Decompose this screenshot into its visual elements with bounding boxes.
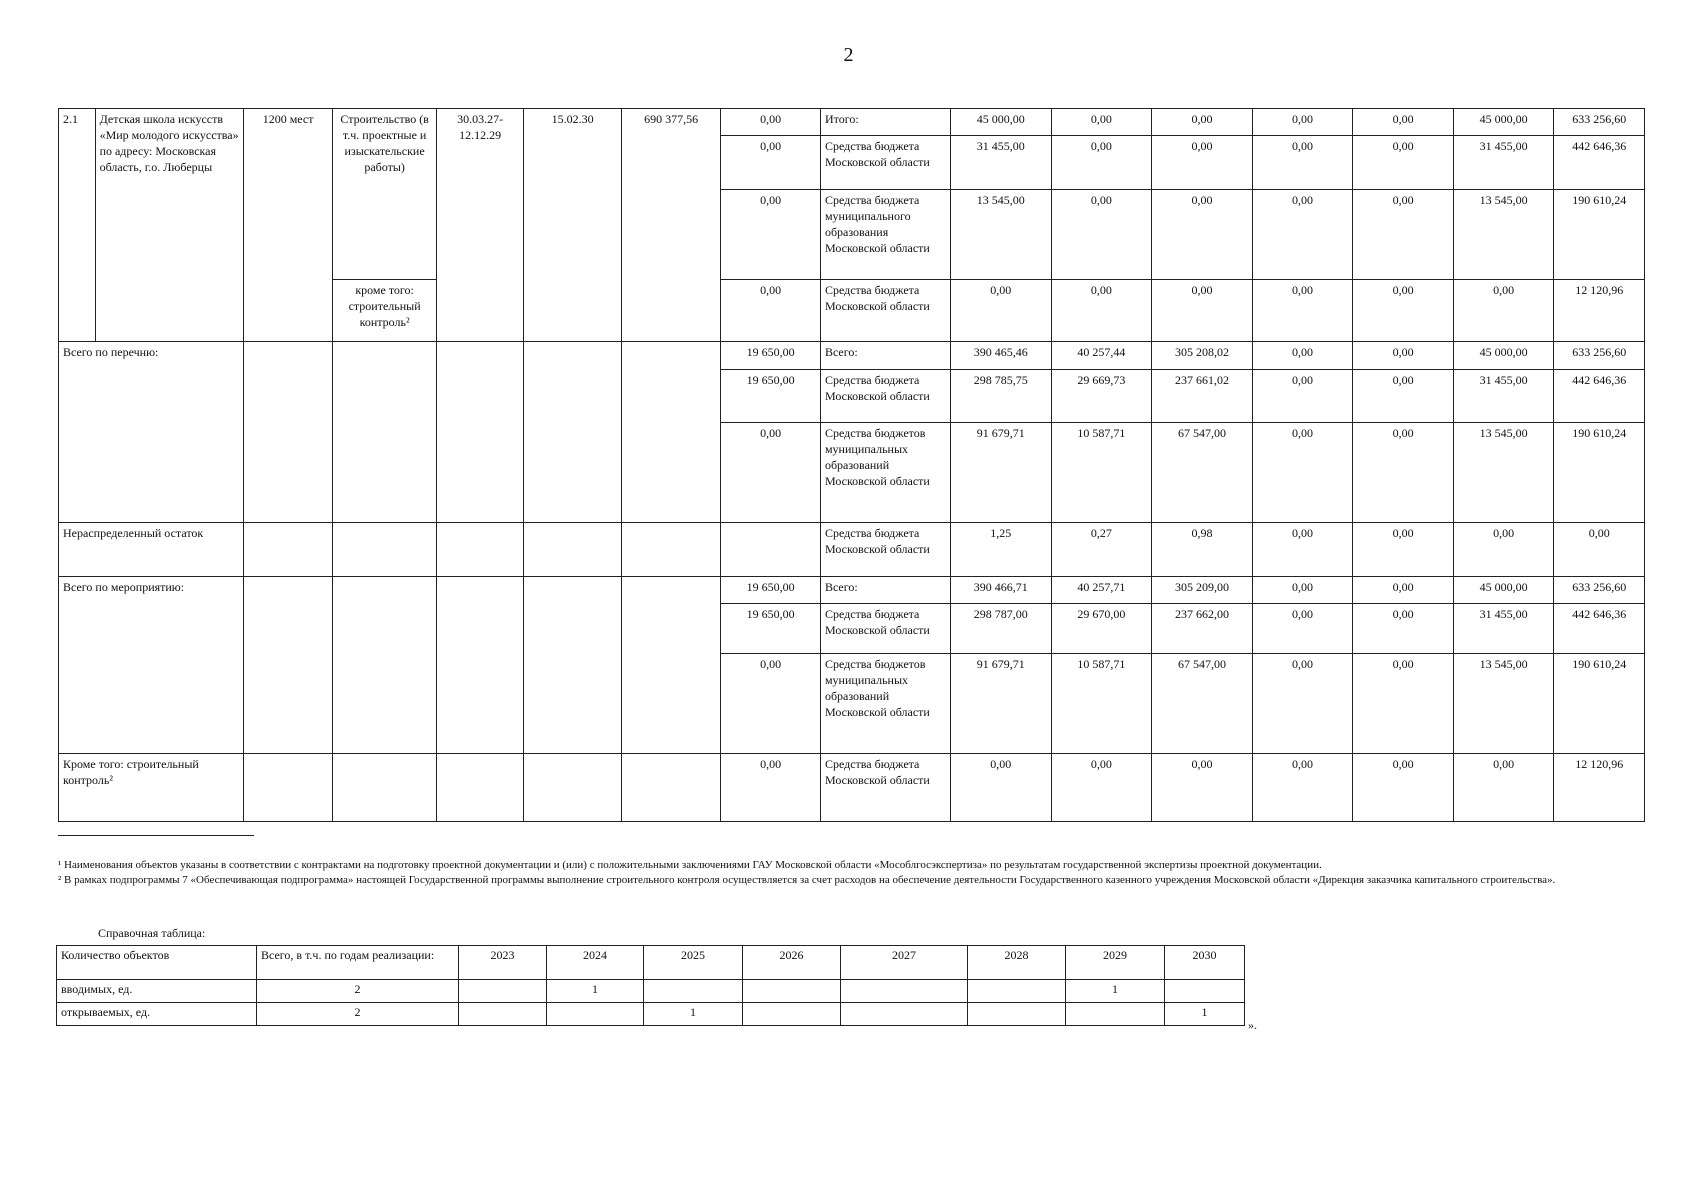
header-total: Всего, в т.ч. по годам реализации:	[257, 946, 459, 980]
amount-cell: 0,00	[1051, 280, 1152, 342]
year-value	[841, 1003, 968, 1026]
amount-cell: 40 257,71	[1051, 576, 1152, 603]
funding-source: Средства бюджета Московской области	[820, 136, 950, 189]
amount-cell: 190 610,24	[1554, 422, 1645, 522]
amount-cell: 13 545,00	[1453, 654, 1554, 754]
amount-cell: 0,00	[1152, 109, 1253, 136]
pre-amount: 0,00	[721, 109, 821, 136]
amount-cell: 31 455,00	[951, 136, 1052, 189]
empty-cell	[621, 754, 721, 822]
amount-cell: 0,00	[1353, 654, 1454, 754]
amount-cell: 305 209,00	[1152, 576, 1253, 603]
reference-table	[56, 945, 1245, 1026]
year-value	[743, 1003, 841, 1026]
amount-cell: 10 587,71	[1051, 654, 1152, 754]
year-value	[459, 1003, 547, 1026]
amount-cell: 40 257,44	[1051, 342, 1152, 369]
amount-cell: 442 646,36	[1554, 136, 1645, 189]
amount-cell: 0,00	[1252, 576, 1353, 603]
extra-control-label: Кроме того: строительный контроль²	[59, 754, 244, 822]
object-capacity: 1200 мест	[243, 109, 332, 342]
table-row	[59, 342, 1645, 369]
empty-cell	[333, 576, 437, 754]
amount-cell: 0,00	[1252, 280, 1353, 342]
unallocated-label: Нераспределенный остаток	[59, 523, 244, 576]
year-value	[1165, 980, 1245, 1003]
header-year: 2025	[644, 946, 743, 980]
object-work-type: Строительство (в т.ч. проектные и изыскательские работы)	[333, 109, 437, 280]
funding-source: Средства бюджета муниципального образования Московской области	[820, 189, 950, 279]
empty-cell	[436, 342, 523, 523]
footnote-1: ¹ Наименования объектов указаны в соответствии с контрактами на подготовку проектной документации и (или) с положительными заключениями ГАУ Московской области «Мособлгосэкспертиза» по результатам государственной экспертизы проектной документации.	[58, 859, 1322, 871]
amount-cell: 91 679,71	[951, 422, 1052, 522]
amount-cell: 0,00	[1152, 136, 1253, 189]
amount-cell: 237 661,02	[1152, 369, 1253, 422]
table-row	[59, 576, 1645, 603]
footnotes	[58, 858, 1638, 888]
table-row	[59, 109, 1645, 136]
amount-cell: 0,00	[1252, 422, 1353, 522]
pre-amount: 0,00	[721, 136, 821, 189]
amount-cell: 633 256,60	[1554, 109, 1645, 136]
row-label: открываемых, ед.	[57, 1003, 257, 1026]
amount-cell: 442 646,36	[1554, 603, 1645, 653]
amount-cell: 298 787,00	[951, 603, 1052, 653]
amount-cell: 45 000,00	[1453, 576, 1554, 603]
empty-cell	[333, 523, 437, 576]
year-value	[1066, 1003, 1165, 1026]
amount-cell: 442 646,36	[1554, 369, 1645, 422]
object-number: 2.1	[59, 109, 96, 342]
year-value: 1	[644, 1003, 743, 1026]
amount-cell: 237 662,00	[1152, 603, 1253, 653]
amount-cell: 190 610,24	[1554, 654, 1645, 754]
amount-cell: 0,00	[1252, 369, 1353, 422]
amount-cell: 0,00	[1252, 189, 1353, 279]
row-total: 2	[257, 980, 459, 1003]
funding-source: Средства бюджета Московской области	[820, 523, 950, 576]
table-row	[59, 754, 1645, 822]
header-year: 2030	[1165, 946, 1245, 980]
empty-cell	[243, 523, 332, 576]
empty-cell	[436, 523, 523, 576]
amount-cell: 0,00	[1453, 754, 1554, 822]
funding-table	[58, 108, 1645, 822]
amount-cell: 13 545,00	[1453, 422, 1554, 522]
funding-source: Средства бюджета Московской области	[820, 754, 950, 822]
amount-cell: 29 670,00	[1051, 603, 1152, 653]
amount-cell: 45 000,00	[1453, 342, 1554, 369]
row-total: 2	[257, 1003, 459, 1026]
amount-cell: 0,00	[1152, 189, 1253, 279]
funding-source: Средства бюджетов муниципальных образований Московской области	[820, 654, 950, 754]
amount-cell: 0,00	[1353, 189, 1454, 279]
amount-cell: 12 120,96	[1554, 280, 1645, 342]
amount-cell: 0,00	[1252, 136, 1353, 189]
pre-amount: 19 650,00	[721, 369, 821, 422]
pre-amount: 19 650,00	[721, 603, 821, 653]
year-value	[968, 980, 1066, 1003]
table-row	[57, 1003, 1245, 1026]
object-deadline: 15.02.30	[524, 109, 622, 342]
amount-cell: 0,00	[1152, 754, 1253, 822]
closing-quote: ».	[1248, 1018, 1257, 1032]
amount-cell: 390 465,46	[951, 342, 1052, 369]
empty-cell	[621, 576, 721, 754]
table-row	[59, 523, 1645, 576]
year-value: 1	[1165, 1003, 1245, 1026]
amount-cell: 0,00	[1353, 422, 1454, 522]
empty-cell	[524, 342, 622, 523]
table-header-row	[57, 946, 1245, 980]
amount-cell: 0,00	[951, 280, 1052, 342]
pre-amount: 0,00	[721, 280, 821, 342]
amount-cell: 0,00	[1051, 136, 1152, 189]
empty-cell	[333, 342, 437, 523]
amount-cell: 67 547,00	[1152, 422, 1253, 522]
amount-cell: 0,00	[1252, 754, 1353, 822]
header-year: 2023	[459, 946, 547, 980]
funding-source: Всего:	[820, 342, 950, 369]
header-year: 2026	[743, 946, 841, 980]
amount-cell: 633 256,60	[1554, 576, 1645, 603]
empty-cell	[436, 754, 523, 822]
amount-cell: 0,00	[1252, 523, 1353, 576]
empty-cell	[243, 342, 332, 523]
funding-source: Итого:	[820, 109, 950, 136]
amount-cell: 13 545,00	[1453, 189, 1554, 279]
row-label: вводимых, ед.	[57, 980, 257, 1003]
header-year: 2028	[968, 946, 1066, 980]
amount-cell: 0,00	[1353, 754, 1454, 822]
reference-table-title: Справочная таблица:	[98, 926, 206, 940]
amount-cell: 0,00	[1353, 109, 1454, 136]
amount-cell: 91 679,71	[951, 654, 1052, 754]
empty-cell	[243, 576, 332, 754]
amount-cell: 0,00	[1252, 342, 1353, 369]
amount-cell: 0,00	[1353, 369, 1454, 422]
amount-cell: 0,00	[1353, 523, 1454, 576]
amount-cell: 13 545,00	[951, 189, 1052, 279]
amount-cell: 31 455,00	[1453, 603, 1554, 653]
amount-cell: 0,00	[951, 754, 1052, 822]
footnote-separator	[58, 835, 254, 836]
amount-cell: 190 610,24	[1554, 189, 1645, 279]
amount-cell: 0,00	[1353, 280, 1454, 342]
page-number: 2	[843, 44, 854, 66]
pre-amount: 19 650,00	[721, 576, 821, 603]
amount-cell: 0,00	[1252, 109, 1353, 136]
amount-cell: 0,00	[1252, 603, 1353, 653]
amount-cell: 31 455,00	[1453, 136, 1554, 189]
funding-source: Средства бюджета Московской области	[820, 603, 950, 653]
amount-cell: 0,00	[1353, 342, 1454, 369]
amount-cell: 0,00	[1152, 280, 1253, 342]
empty-cell	[524, 576, 622, 754]
amount-cell: 0,00	[1554, 523, 1645, 576]
object-cost: 690 377,56	[621, 109, 721, 342]
pre-amount: 0,00	[721, 422, 821, 522]
year-value: 1	[1066, 980, 1165, 1003]
amount-cell: 0,00	[1353, 603, 1454, 653]
object-dates: 30.03.27-12.12.29	[436, 109, 523, 342]
header-year: 2024	[547, 946, 644, 980]
empty-cell	[524, 523, 622, 576]
totals-event-label: Всего по мероприятию:	[59, 576, 244, 754]
header-year: 2027	[841, 946, 968, 980]
amount-cell: 45 000,00	[1453, 109, 1554, 136]
amount-cell: 0,00	[1252, 654, 1353, 754]
amount-cell: 10 587,71	[1051, 422, 1152, 522]
amount-cell: 0,98	[1152, 523, 1253, 576]
header-label: Количество объектов	[57, 946, 257, 980]
empty-cell	[621, 523, 721, 576]
table-row	[57, 980, 1245, 1003]
amount-cell: 0,00	[1051, 109, 1152, 136]
amount-cell: 0,00	[1453, 280, 1554, 342]
amount-cell: 67 547,00	[1152, 654, 1253, 754]
year-value	[743, 980, 841, 1003]
pre-amount: 0,00	[721, 654, 821, 754]
amount-cell: 0,00	[1353, 576, 1454, 603]
empty-cell	[333, 754, 437, 822]
amount-cell: 390 466,71	[951, 576, 1052, 603]
amount-cell: 45 000,00	[951, 109, 1052, 136]
amount-cell: 0,00	[1051, 189, 1152, 279]
empty-cell	[436, 576, 523, 754]
object-name: Детская школа искусств «Мир молодого искусства» по адресу: Московская область, г.о. Люберцы	[95, 109, 243, 342]
year-value	[968, 1003, 1066, 1026]
year-value	[841, 980, 968, 1003]
amount-cell: 29 669,73	[1051, 369, 1152, 422]
header-year: 2029	[1066, 946, 1165, 980]
empty-cell	[621, 342, 721, 523]
footnote-2: ² В рамках подпрограммы 7 «Обеспечивающая подпрограмма» настоящей Государственной программы выполнение строительного контроля осуществляется за счет расходов на обеспечение деятельности Государственного казенного учреждения Московской области «Дирекция заказчика капитального строительства».	[58, 874, 1556, 886]
amount-cell: 31 455,00	[1453, 369, 1554, 422]
funding-source: Средства бюджетов муниципальных образований Московской области	[820, 422, 950, 522]
pre-amount	[721, 523, 821, 576]
year-value	[459, 980, 547, 1003]
amount-cell: 0,00	[1051, 754, 1152, 822]
amount-cell: 0,00	[1353, 136, 1454, 189]
funding-source: Средства бюджета Московской области	[820, 280, 950, 342]
pre-amount: 19 650,00	[721, 342, 821, 369]
year-value: 1	[547, 980, 644, 1003]
year-value	[547, 1003, 644, 1026]
totals-list-label: Всего по перечню:	[59, 342, 244, 523]
amount-cell: 0,00	[1453, 523, 1554, 576]
amount-cell: 0,27	[1051, 523, 1152, 576]
amount-cell: 12 120,96	[1554, 754, 1645, 822]
funding-source: Средства бюджета Московской области	[820, 369, 950, 422]
amount-cell: 1,25	[951, 523, 1052, 576]
year-value	[644, 980, 743, 1003]
empty-cell	[524, 754, 622, 822]
pre-amount: 0,00	[721, 754, 821, 822]
amount-cell: 633 256,60	[1554, 342, 1645, 369]
object-control-label: кроме того: строительный контроль²	[333, 280, 437, 342]
funding-source: Всего:	[820, 576, 950, 603]
pre-amount: 0,00	[721, 189, 821, 279]
amount-cell: 298 785,75	[951, 369, 1052, 422]
empty-cell	[243, 754, 332, 822]
amount-cell: 305 208,02	[1152, 342, 1253, 369]
